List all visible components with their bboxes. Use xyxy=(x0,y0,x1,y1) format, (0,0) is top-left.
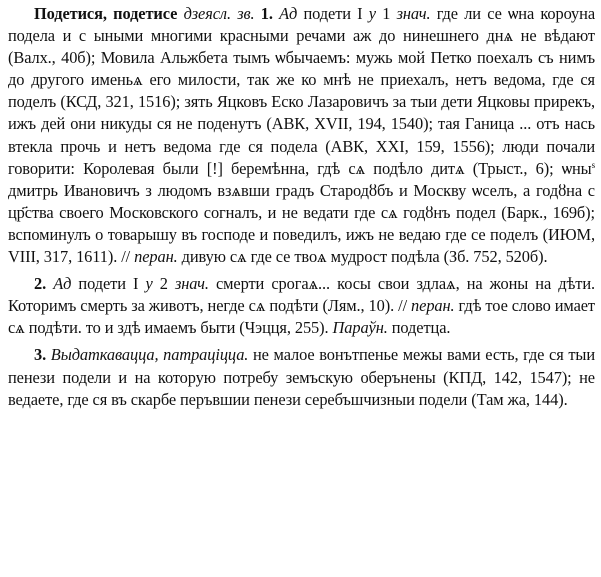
figurative-citation: гдѣ тое слово имает сѧ подѣти. то и здѣ имаемъ быти (Чэцця, 255). xyxy=(8,296,595,338)
grammar-label: дзеясл. зв. xyxy=(183,4,255,23)
sense-ref: подети I xyxy=(71,274,146,294)
headword: Подетися, подетисе xyxy=(34,4,178,23)
sense-number: 1. xyxy=(260,4,273,23)
sense-number: 3. xyxy=(34,345,47,365)
sense-ref-label: знач. xyxy=(174,274,209,294)
figurative-citation: дивую сѧ где се твоѧ мудрост подѣла (Зб. 752, 520б). xyxy=(177,247,548,267)
compare-label: Параўн. xyxy=(332,318,388,338)
entry-sense-2 xyxy=(8,273,595,339)
sense-ref: подети I xyxy=(297,4,369,23)
sense-ref-num: 1 xyxy=(375,4,397,23)
sense-definition: Выдаткавацца, патрацiцца. xyxy=(50,345,249,365)
figurative-label: перан. xyxy=(134,247,178,267)
sense-head: Ад xyxy=(53,274,72,294)
sense-ref-italic: у xyxy=(145,274,153,294)
sense-citations: не малое вонътпенье межы вами есть, где ся тыи пенези подели и на которую потребу земъскую оберънены (КПД, 142, 1547); не ведаете, где ся въ скарбе перъвшии пенези серебъшчизныи подели (Там жа, 144). xyxy=(8,345,595,409)
sense-ref-num: 2 xyxy=(152,274,175,294)
compare-word: подетца. xyxy=(387,318,451,338)
superscript-mark: s xyxy=(591,159,595,170)
sense-citations-cont: дмитрь Ивановичъ з людомъ взѧвши градъ Стародȣбъ и Москву ѡселъ, а годȣна с цр҃ства своего Московского согналъ, и не ведати где сѧ годȣнъ подел (Барк., 169б); вспоминулъ о товарышу въ господе и поведилъ, ижъ не ведаю где се поделъ (ИЮМ, VIII, 317, 1611). // xyxy=(8,180,595,267)
figurative-label: перан. xyxy=(411,296,455,316)
entry-sense-1 xyxy=(8,3,595,268)
sense-number: 2. xyxy=(34,274,47,294)
sense-ref-label: знач. xyxy=(396,4,431,23)
sense-ref-italic: у xyxy=(368,4,376,23)
sense-head: Ад xyxy=(279,4,298,23)
sense-citations: где ли се ѡна короуна подела и с ыными многими красными речами аж до нинешнего днѧ не вѣдают (Валх., 40б); Мовила Альжбета тымъ ѡбычаемъ: мужь мой Петко поехалъ съ нимъ до другого именьѧ его милости, так же ко мнѣ не приехалъ, нетъ ведома, где ся поделъ (КСД, 321, 1516); зять Яцковъ Еско Лазаровичъ за тыи дети Яцковы прирекъ, ижъ дей они никуды ся не поденутъ (АВК, XVII, 194, 1540); тая Ганица ... отъ нась втекла прочь и нетъ ведома где ся подела (АВК, XXI, 159, 1556); люди почали говорити: Королевая были [!] беремѣнна, гдѣ сѧ подѣло дитѧ (Трыст., 6); ѡны xyxy=(8,4,595,178)
entry-sense-3 xyxy=(8,344,595,410)
sense-citations: смерти срогаѧ... косы свои здлаѧ, на жоны на дѣти. Которимъ смерть за животъ, негде сѧ подѣти (Лям., 10). // xyxy=(8,274,595,316)
